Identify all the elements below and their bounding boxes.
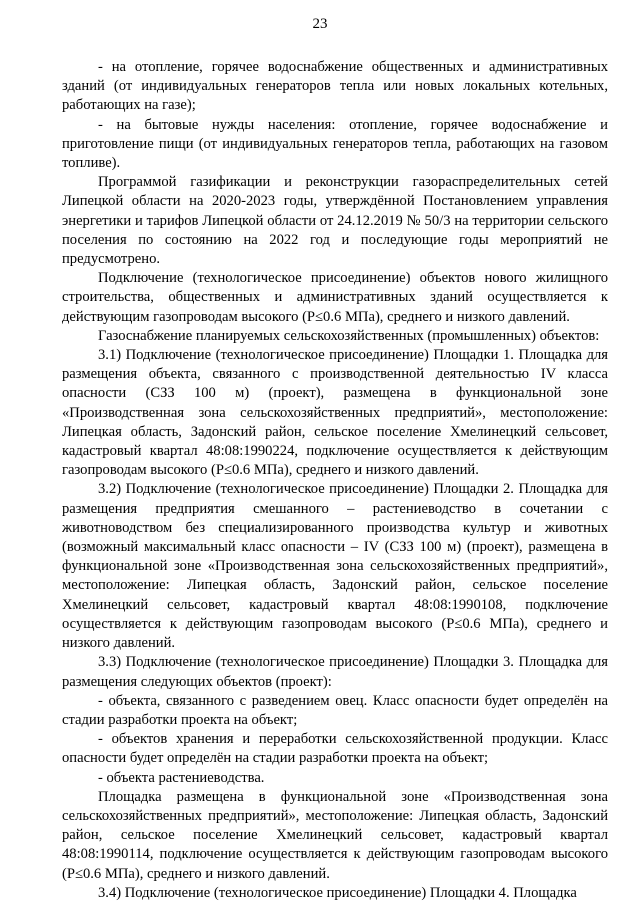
paragraph-site-1: 3.1) Подключение (технологическое присоединение) Площадки 1. Площадка для размещения объекта, связанного с производственной деятельностью IV класса опасности (СЗЗ 100 м) (проект), размещена в функциональной зоне «Производственная зона сельскохозяйственных предприятий», местоположение: Липецкая область, Задонский район, сельское поселение Хмелинецкий сельсовет, кадастровый квартал 48:08:1990224, подключение осуществляется к действующим газопроводам высокого (P≤0.6 МПа), среднего и низкого давлений. [62, 347, 608, 479]
paragraph-site-3-sheep: - объекта, связанного с разведением овец. Класс опасности будет определён на стадии разработки проекта на объект; [62, 692, 608, 728]
paragraph-household-needs: - на бытовые нужды населения: отопление, горячее водоснабжение и приготовление пищи (от индивидуальных генераторов тепла, работающих на газовом топливе). [62, 116, 608, 172]
paragraph-gasification-program: Программой газификации и реконструкции газораспределительных сетей Липецкой области на 2020-2023 годы, утверждённой Постановлением управления энергетики и тарифов Липецкой области от 24.12.2019 № 50/3 на территории сельского поселения по состоянию на 2022 год и последующие годы мероприятий не предусмотрено. [62, 174, 608, 268]
paragraph-site-2: 3.2) Подключение (технологическое присоединение) Площадки 2. Площадка для размещения предприятия смешанного – растениеводство в сочетании с животноводством без специализированного производства культур и животных (возможный максимальный класс опасности – IV (СЗЗ 100 м) (проект), размещена в функциональной зоне «Производственная зона сельскохозяйственных предприятий», местоположение: Липецкая область, Задонский район, сельское поселение Хмелинецкий сельсовет, кадастровый квартал 48:08:1990108, подключение осуществляется к действующим газопроводам высокого (P≤0.6 МПа), среднего и низкого давлений. [62, 481, 608, 652]
page-number: 23 [312, 16, 328, 32]
document-body [62, 58, 608, 903]
paragraph-gas-supply-planned: Газоснабжение планируемых сельскохозяйственных (промышленных) объектов: [98, 327, 600, 344]
paragraph-heating-public: - на отопление, горячее водоснабжение общественных и административных зданий (от индивидуальных генераторов тепла или новых локальных котельных, работающих на газе); [62, 59, 608, 114]
paragraph-site-3: 3.3) Подключение (технологическое присоединение) Площадки 3. Площадка для размещения следующих объектов (проект): [62, 654, 608, 690]
paragraph-connection-new-buildings: Подключение (технологическое присоединение) объектов нового жилищного строительства, общественных и административных зданий осуществляется к действующим газопроводам высокого (P≤0.6 МПа), среднего и низкого давлений. [62, 270, 608, 325]
paragraph-site-3-crops: - объекта растениеводства. [98, 769, 265, 786]
paragraph-site-4: 3.4) Подключение (технологическое присоединение) Площадки 4. Площадка [98, 884, 577, 901]
paragraph-site-3-location: Площадка размещена в функциональной зоне «Производственная зона сельскохозяйственных предприятий», местоположение: Липецкая область, Задонский район, сельское поселение Хмелинецкий сельсовет, кадастровый квартал 48:08:1990114, подключение осуществляется к действующим газопроводам высокого (P≤0.6 МПа), среднего и низкого давлений. [62, 788, 608, 882]
paragraph-site-3-storage: - объектов хранения и переработки сельскохозяйственной продукции. Класс опасности будет определён на стадии разработки проекта на объект; [62, 731, 608, 767]
